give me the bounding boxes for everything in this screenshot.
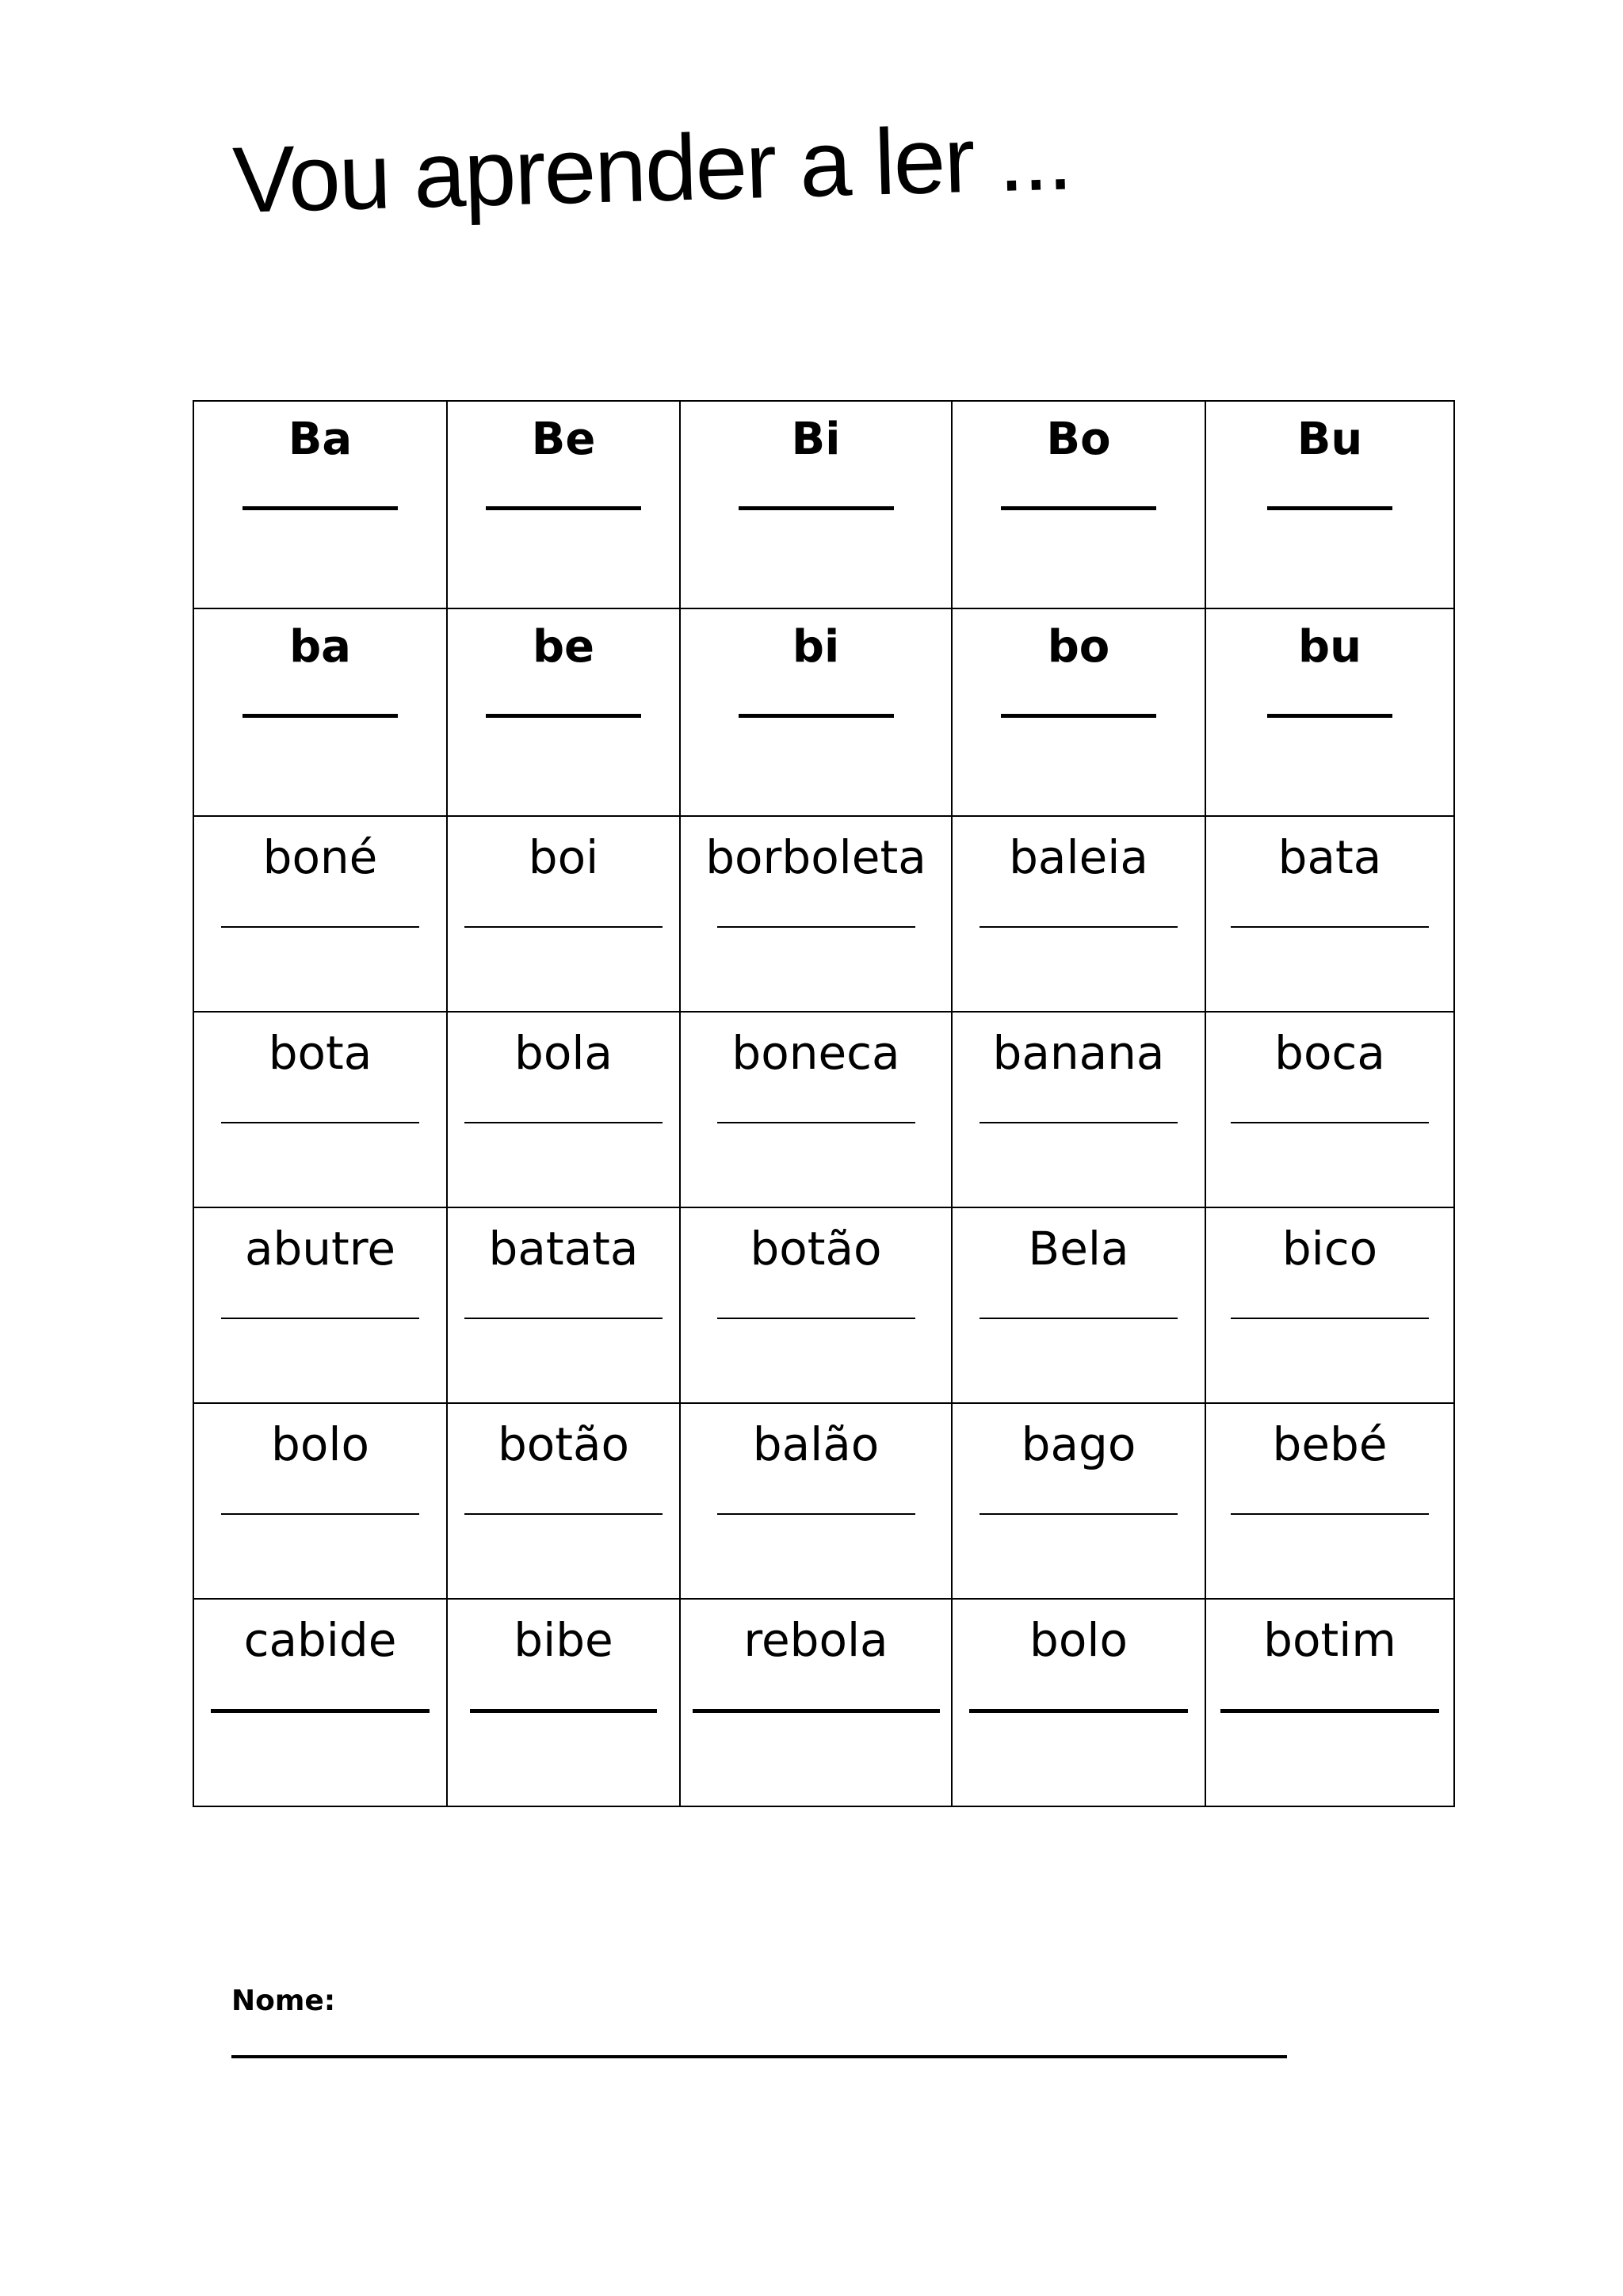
write-blank[interactable]: [486, 506, 641, 510]
write-blank[interactable]: [717, 1122, 915, 1123]
syllable-text: ba: [289, 621, 351, 673]
word-cell: [952, 1207, 1205, 1403]
syllable-cell: [193, 401, 447, 608]
word-text: bola: [514, 1026, 613, 1080]
word-text: boi: [528, 830, 599, 884]
word-cell: [1205, 1207, 1454, 1403]
syllable-text: Bi: [791, 414, 841, 465]
word-text: botim: [1263, 1613, 1396, 1667]
word-cell: [447, 1599, 680, 1806]
syllable-cell: [680, 608, 952, 816]
word-text: abutre: [244, 1222, 396, 1276]
word-cell: [1205, 1403, 1454, 1599]
word-cell: [680, 816, 952, 1012]
word-cell: [447, 1207, 680, 1403]
word-text: bata: [1277, 830, 1382, 884]
syllable-text: bu: [1298, 621, 1361, 673]
write-blank[interactable]: [739, 714, 894, 718]
syllable-text: Ba: [288, 414, 353, 465]
word-text: bebé: [1272, 1417, 1388, 1471]
write-blank[interactable]: [242, 714, 398, 718]
syllable-cell: [1205, 401, 1454, 608]
word-text: bibe: [514, 1613, 613, 1667]
word-cell: [680, 1207, 952, 1403]
word-text: banana: [992, 1026, 1165, 1080]
word-text: baleia: [1009, 830, 1148, 884]
write-blank[interactable]: [717, 926, 915, 928]
word-cell: [952, 1599, 1205, 1806]
write-blank[interactable]: [221, 1122, 419, 1123]
write-blank[interactable]: [980, 926, 1178, 928]
word-text: bago: [1021, 1417, 1136, 1471]
syllable-text: be: [532, 621, 595, 673]
word-cell: [1205, 1012, 1454, 1207]
word-row: [193, 1599, 1454, 1806]
name-label: Nome:: [231, 1985, 336, 2017]
write-blank[interactable]: [242, 506, 398, 510]
word-text: rebola: [743, 1613, 888, 1667]
word-text: bolo: [1029, 1613, 1128, 1667]
word-text: bota: [268, 1026, 372, 1080]
syllable-text: bo: [1047, 621, 1110, 673]
word-cell: [193, 816, 447, 1012]
write-blank[interactable]: [717, 1318, 915, 1319]
word-cell: [193, 1012, 447, 1207]
syllable-cell: [447, 401, 680, 608]
word-cell: [680, 1012, 952, 1207]
syllable-cell: [447, 608, 680, 816]
write-blank[interactable]: [1231, 1122, 1429, 1123]
write-blank[interactable]: [211, 1709, 430, 1713]
word-text: borboleta: [705, 830, 926, 884]
write-blank[interactable]: [969, 1709, 1188, 1713]
word-text: Bela: [1028, 1222, 1129, 1276]
write-blank[interactable]: [1267, 714, 1392, 718]
write-blank[interactable]: [1231, 1513, 1429, 1515]
write-blank[interactable]: [980, 1122, 1178, 1123]
word-cell: [193, 1207, 447, 1403]
write-blank[interactable]: [464, 1122, 663, 1123]
write-blank[interactable]: [717, 1513, 915, 1515]
word-text: boneca: [731, 1026, 900, 1080]
word-cell: [447, 816, 680, 1012]
syllable-cell: [952, 608, 1205, 816]
write-blank[interactable]: [464, 926, 663, 928]
word-cell: [952, 816, 1205, 1012]
word-text: botão: [750, 1222, 882, 1276]
syllable-text: Bo: [1046, 414, 1111, 465]
word-text: botão: [497, 1417, 630, 1471]
word-text: bico: [1281, 1222, 1378, 1276]
word-text: balão: [752, 1417, 880, 1471]
syllable-cell: [952, 401, 1205, 608]
syllable-row: [193, 608, 1454, 816]
write-blank[interactable]: [693, 1709, 940, 1713]
write-blank[interactable]: [221, 1318, 419, 1319]
word-cell: [447, 1012, 680, 1207]
word-cell: [193, 1403, 447, 1599]
syllable-row: [193, 401, 1454, 608]
word-cell: [193, 1599, 447, 1806]
name-write-line[interactable]: [231, 2055, 1287, 2058]
write-blank[interactable]: [221, 1513, 419, 1515]
page-title: Vou aprender a ler ...: [231, 105, 1073, 233]
write-blank[interactable]: [486, 714, 641, 718]
write-blank[interactable]: [1220, 1709, 1439, 1713]
syllable-text: Bu: [1296, 414, 1363, 465]
word-text: cabide: [243, 1613, 397, 1667]
word-row: [193, 816, 1454, 1012]
word-row: [193, 1403, 1454, 1599]
word-cell: [952, 1403, 1205, 1599]
word-text: boca: [1274, 1026, 1385, 1080]
write-blank[interactable]: [1231, 1318, 1429, 1319]
write-blank[interactable]: [1001, 506, 1156, 510]
syllable-text: Be: [531, 414, 596, 465]
word-text: boné: [262, 830, 378, 884]
syllable-word-table: [193, 400, 1455, 1807]
write-blank[interactable]: [464, 1318, 663, 1319]
write-blank[interactable]: [1001, 714, 1156, 718]
write-blank[interactable]: [464, 1513, 663, 1515]
syllable-cell: [193, 608, 447, 816]
word-cell: [680, 1599, 952, 1806]
write-blank[interactable]: [739, 506, 894, 510]
write-blank[interactable]: [1231, 926, 1429, 928]
word-cell: [1205, 816, 1454, 1012]
word-row: [193, 1012, 1454, 1207]
write-blank[interactable]: [470, 1709, 657, 1713]
word-text: bolo: [271, 1417, 369, 1471]
syllable-cell: [1205, 608, 1454, 816]
word-cell: [680, 1403, 952, 1599]
word-text: batata: [488, 1222, 639, 1276]
write-blank[interactable]: [221, 926, 419, 928]
word-row: [193, 1207, 1454, 1403]
syllable-text: bi: [792, 621, 840, 673]
write-blank[interactable]: [980, 1513, 1178, 1515]
word-cell: [447, 1403, 680, 1599]
syllable-cell: [680, 401, 952, 608]
write-blank[interactable]: [1267, 506, 1392, 510]
write-blank[interactable]: [980, 1318, 1178, 1319]
word-cell: [1205, 1599, 1454, 1806]
word-cell: [952, 1012, 1205, 1207]
